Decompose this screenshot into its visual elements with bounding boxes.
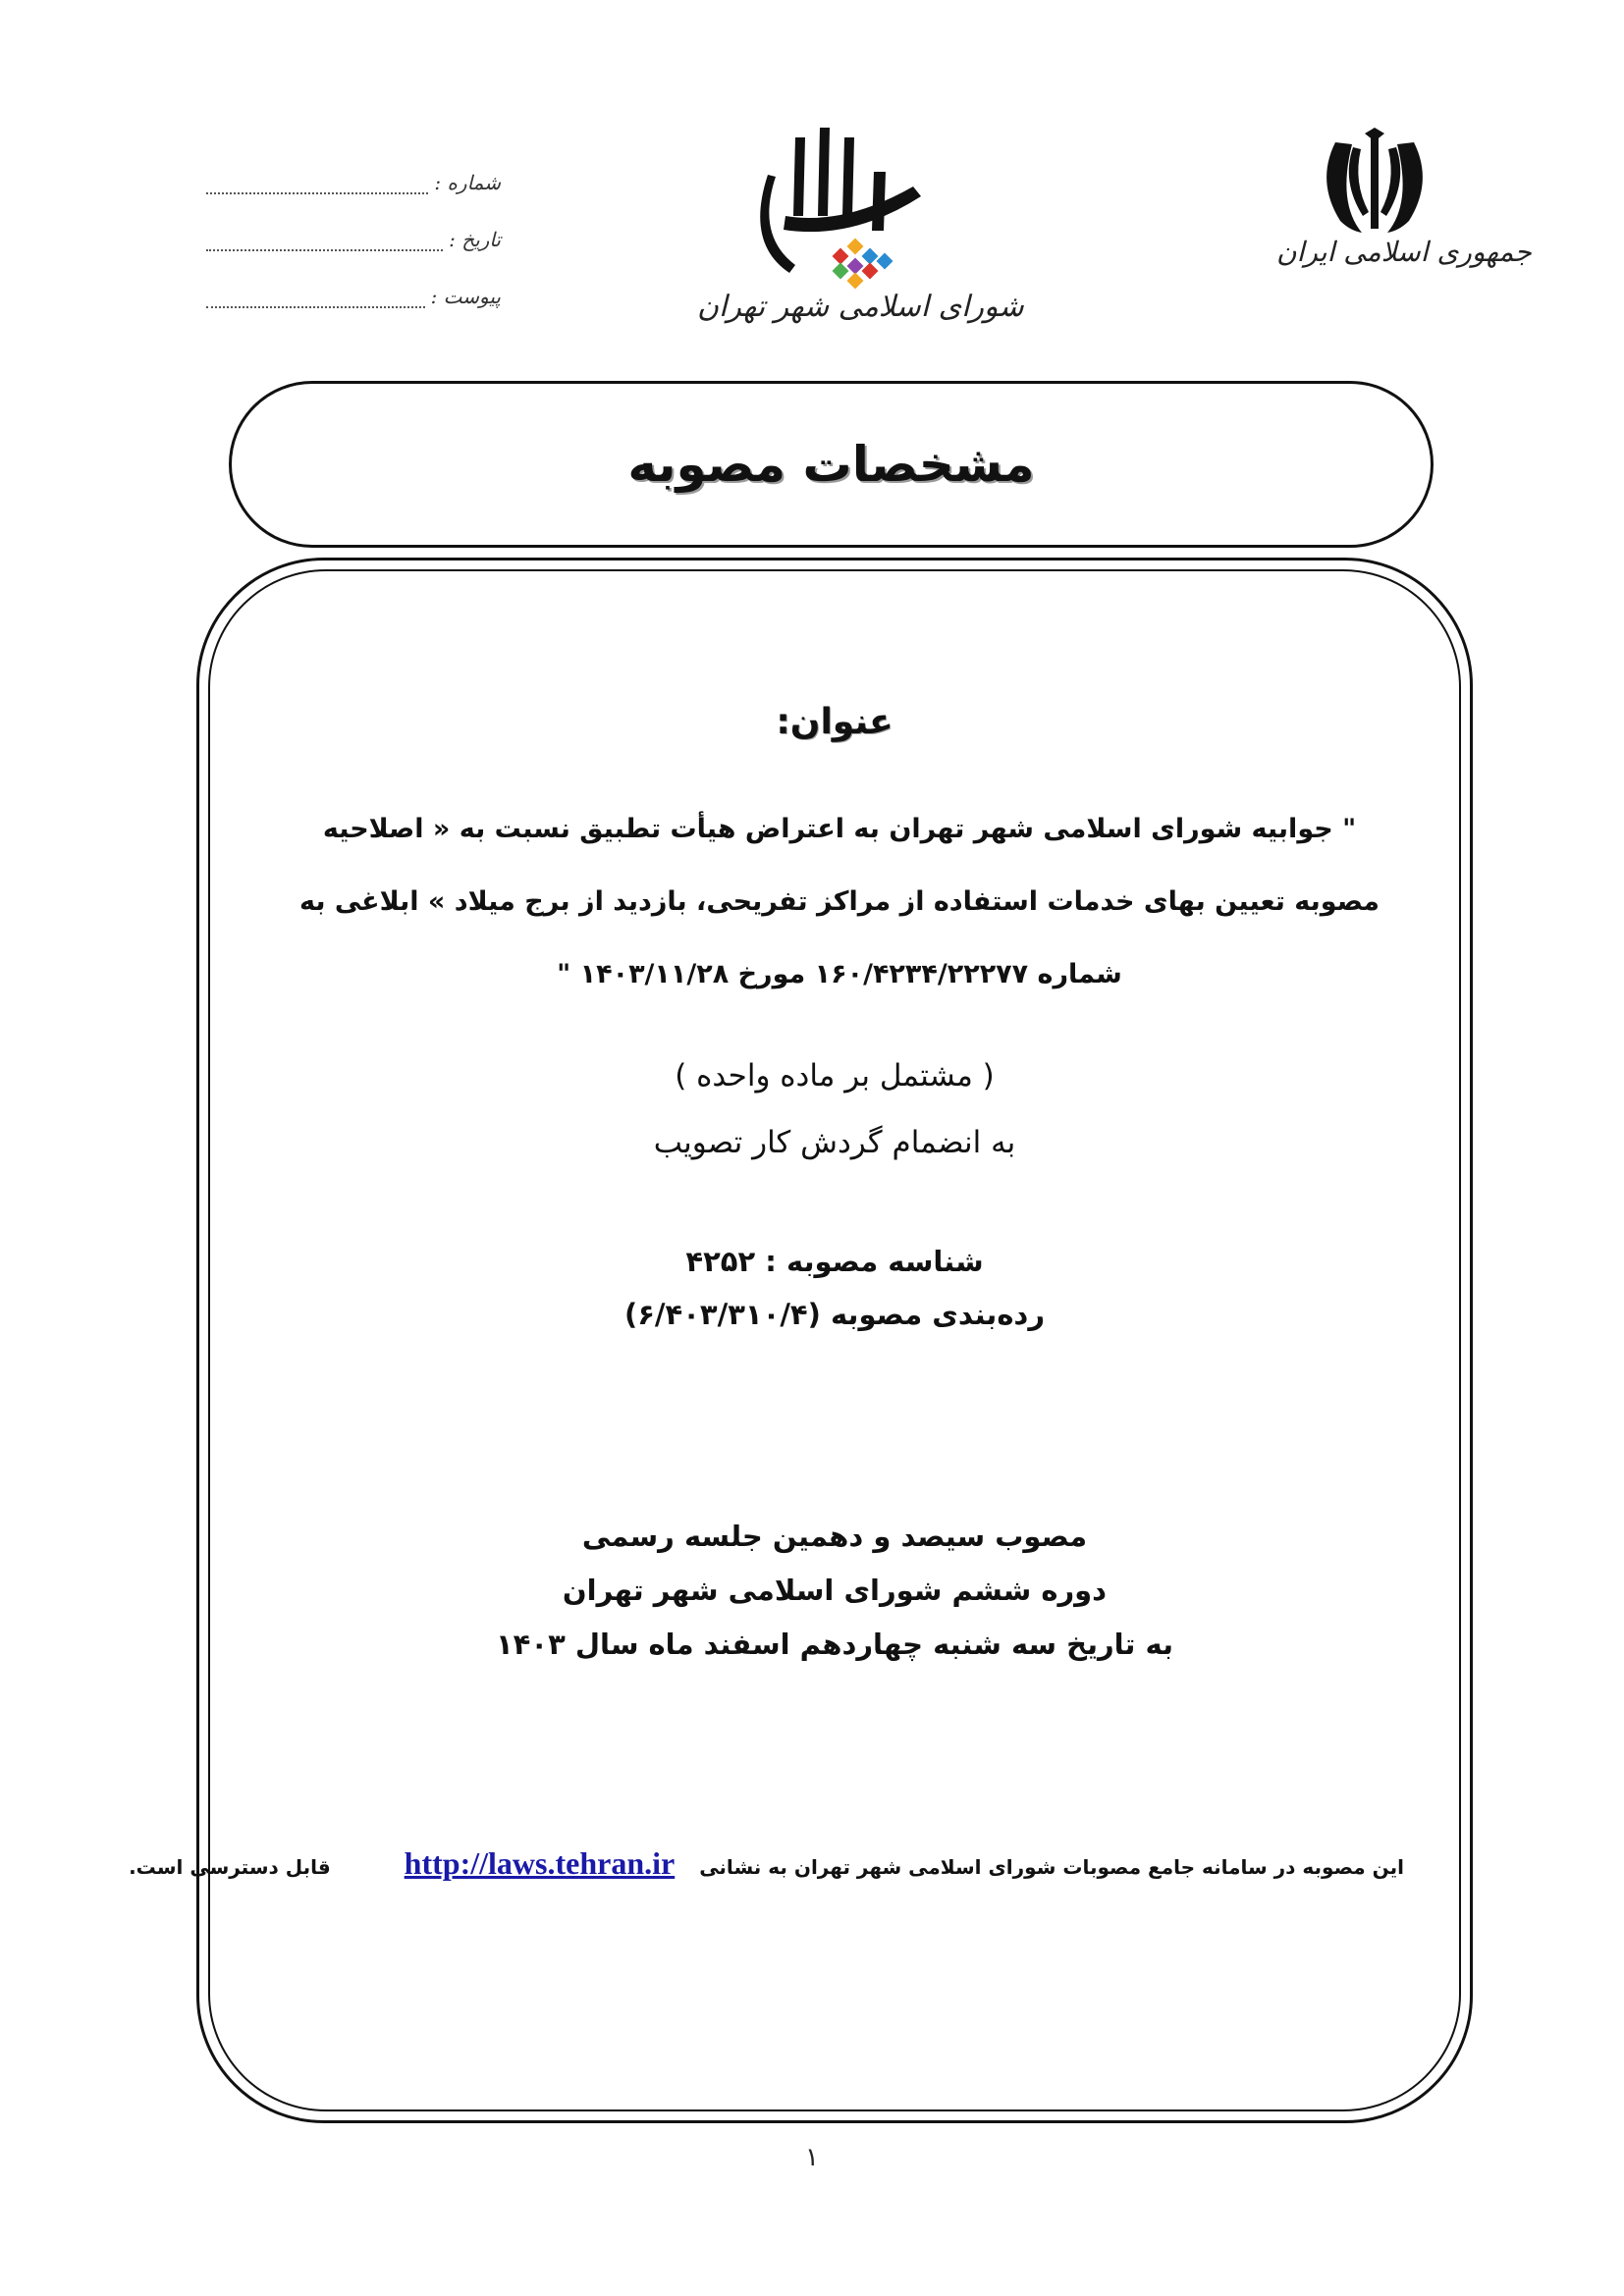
logo-tile xyxy=(847,273,864,290)
council-logo-name: شورای اسلامی شهر تهران xyxy=(697,290,1024,324)
logo-tiles xyxy=(833,239,893,290)
date-blank xyxy=(206,240,443,251)
reference-fields xyxy=(206,137,501,308)
number-blank xyxy=(206,183,428,194)
council-term: دوره ششم شورای اسلامی شهر تهران xyxy=(562,1574,1108,1607)
title-box xyxy=(229,381,1434,548)
availability-prefix: این مصوبه در سامانه جامع مصوبات شورای اسلامی شهر تهران به نشانی xyxy=(699,1855,1404,1879)
logo-tile xyxy=(847,239,864,255)
logo-tile xyxy=(877,253,893,270)
logo-tile xyxy=(847,258,864,275)
page-number: ۱ xyxy=(805,2143,819,2172)
attachment-label: پیوست : xyxy=(430,285,501,308)
availability-suffix: قابل دسترسی است. xyxy=(129,1855,331,1879)
availability-note xyxy=(129,1845,1404,1882)
date-label: تاریخ : xyxy=(449,228,501,251)
includes-note: ( مشتمل بر ماده واحده ) xyxy=(675,1058,995,1094)
subject-text: " جوابیه شورای اسلامی شهر تهران به اعتراض هیأت تطبیق نسبت به « اصلاحیه مصوبه تعیین بهای خدمات استفاده از مراکز تفریحی، بازدید از برج میلاد » ابلاغی به شماره ۱۶۰/۴۲۳۴/۲۲۲۷۷ مورخ ۱۴۰۳/۱۱/۲۸ " xyxy=(298,814,1380,989)
date-field xyxy=(206,194,501,251)
republic-name: جمهوری اسلامی ایران xyxy=(1276,236,1532,268)
logo-tile xyxy=(862,248,879,265)
resolution-classification: رده‌بندی مصوبه (۶/۴۰۳/۳۱۰/۴) xyxy=(623,1298,1046,1331)
logo-tile xyxy=(862,263,879,280)
tehran-council-logo-icon xyxy=(727,118,982,363)
subject-label: عنوان: xyxy=(776,702,893,742)
attachment-blank xyxy=(206,296,425,308)
document-title: مشخصات مصوبه xyxy=(627,436,1035,493)
laws-link[interactable]: http://laws.tehran.ir xyxy=(404,1845,676,1881)
approval-date: به تاریخ سه شنبه چهاردهم اسفند ماه سال ۱۴۰۳ xyxy=(495,1628,1174,1661)
logo-tile xyxy=(833,263,849,280)
number-field xyxy=(206,137,501,194)
attachment-field xyxy=(206,251,501,308)
resolution-id: شناسه مصوبه : ۴۲۵۲ xyxy=(685,1245,984,1278)
workflow-note: به انضمام گردش کار تصویب xyxy=(653,1125,1016,1160)
number-label: شماره : xyxy=(434,171,501,194)
iran-emblem-icon xyxy=(1316,128,1434,245)
logo-tile xyxy=(833,248,849,265)
approved-session: مصوب سیصد و دهمین جلسه رسمی xyxy=(581,1520,1088,1553)
